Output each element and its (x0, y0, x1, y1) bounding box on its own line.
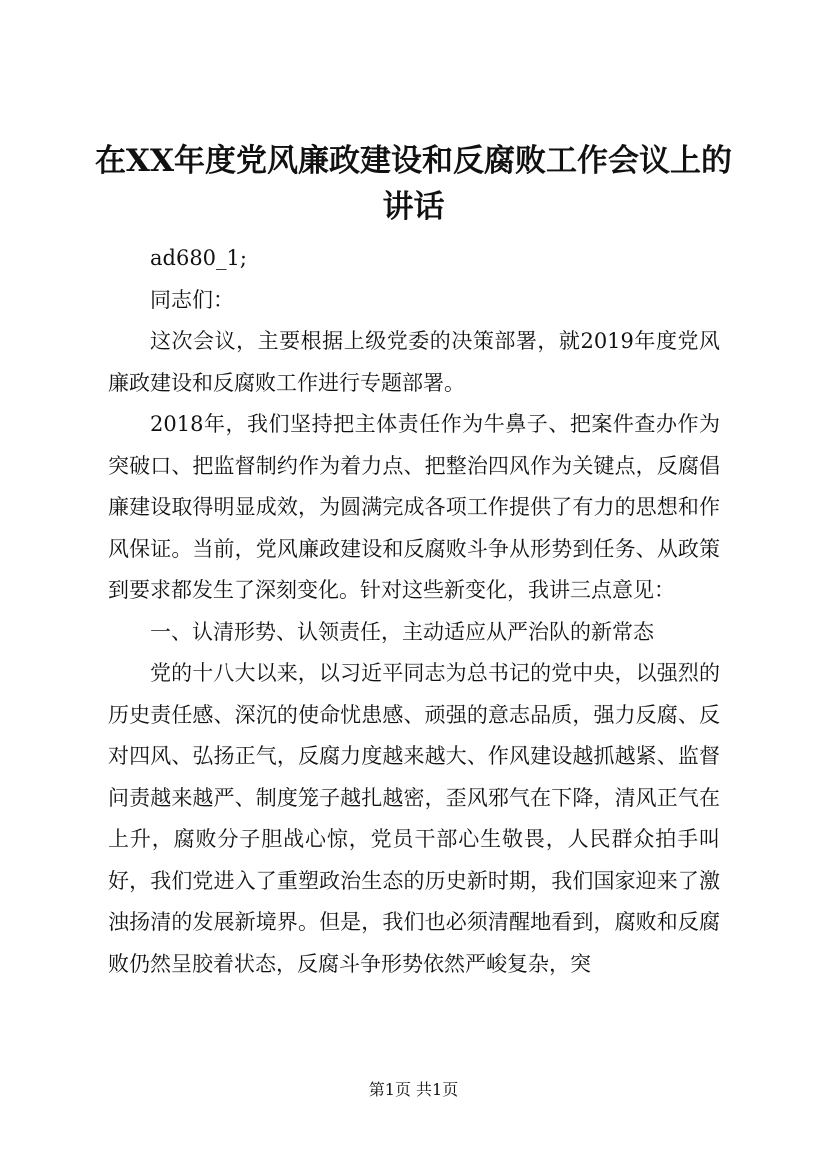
page-footer: 第1页 共1页 (368, 1080, 459, 1099)
section-heading-1: 一、认清形势、认领责任，主动适应从严治队的新常态 (150, 619, 654, 644)
paragraph-intro: 这次会议，主要根据上级党委的决策部署，就2019年度党风廉政建设和反腐败工作进行专题部署。 (108, 329, 720, 395)
paragraph-section-1: 党的十八大以来，以习近平同志为总书记的党中央，以强烈的历史责任感、深沉的使命忧患感、顽强的意志品质，强力反腐、反对四风、弘扬正气，反腐力度越来越大、作风建设越抓越紧、监督问责越来越严、制度笼子越扎越密，歪风邪气在下降，清风正气在上升，腐败分子胆战心惊，党员干部心生敬畏，人民群众拍手叫好，我们党进入了重塑政治生态的历史新时期，我们国家迎来了激浊扬清的发展新境界。但是，我们也必须清醒地看到，腐败和反腐败仍然呈胶着状态，反腐斗争形势依然严峻复杂，突 (108, 661, 720, 976)
paragraph-code: ad680_1; (150, 246, 247, 270)
paragraph-review: 2018年，我们坚持把主体责任作为牛鼻子、把案件查办作为突破口、把监督制约作为着力点、把整治四风作为关键点，反腐倡廉建设取得明显成效，为圆满完成各项工作提供了有力的思想和作风保证。当前，党风廉政建设和反腐败斗争从形势到任务、从政策到要求都发生了深刻变化。针对这些新变化，我讲三点意见： (108, 412, 720, 602)
paragraph-salutation: 同志们： (150, 287, 234, 312)
document-title: 在XX年度党风廉政建设和反腐败工作会议上的讲话 (94, 143, 733, 225)
document-body (108, 238, 720, 985)
